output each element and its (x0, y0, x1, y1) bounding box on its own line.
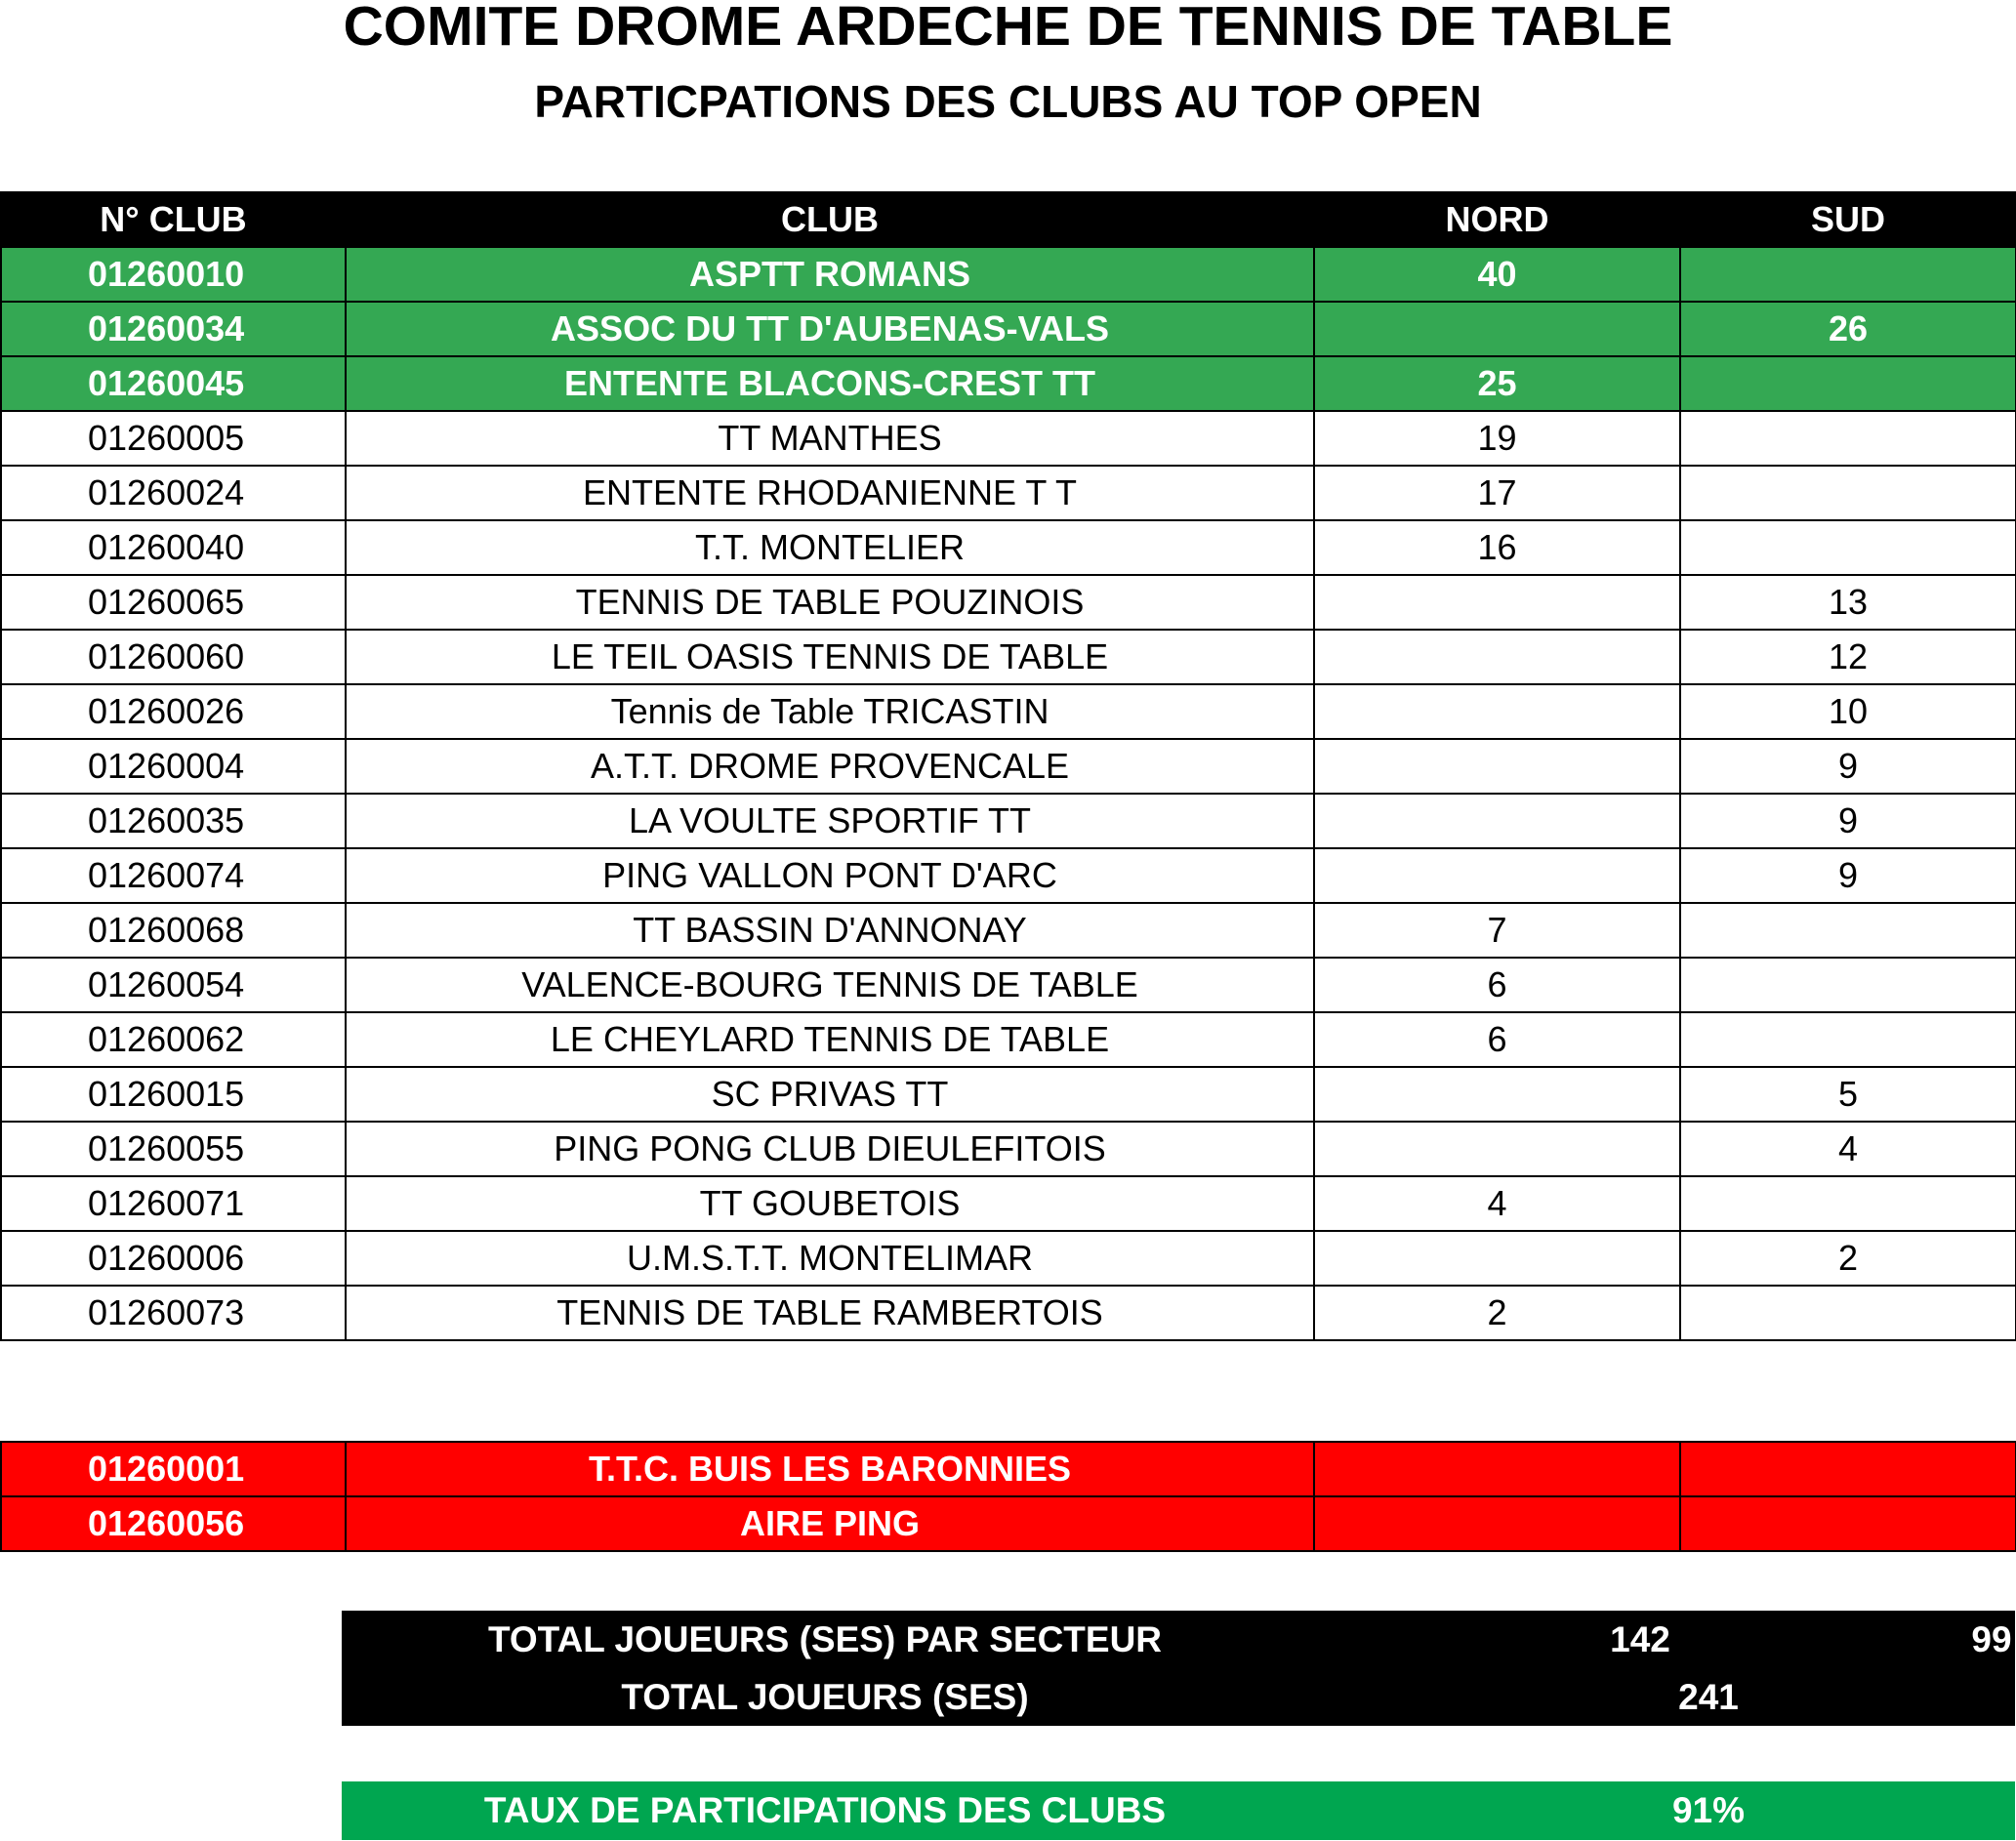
club-number-cell: 01260062 (1, 1012, 346, 1067)
nord-count-cell: 7 (1314, 903, 1680, 958)
sud-count-cell: 2 (1680, 1231, 2016, 1286)
club-number-cell: 01260015 (1, 1067, 346, 1122)
column-header-club: CLUB (346, 192, 1314, 247)
club-name-cell: ENTENTE BLACONS-CREST TT (346, 356, 1314, 411)
table-row (1, 1286, 2016, 1340)
club-number-cell: 01260026 (1, 684, 346, 739)
nord-count-cell (1314, 630, 1680, 684)
table-row (1, 1231, 2016, 1286)
sud-count-cell: 4 (1680, 1122, 2016, 1176)
nord-count-cell: 40 (1314, 247, 1680, 302)
table-row (1, 684, 2016, 739)
table-header-row (1, 192, 2016, 247)
table-row (1, 466, 2016, 520)
absent-row (1, 1442, 2016, 1496)
club-number-cell: 01260010 (1, 247, 346, 302)
sector-total-sud: 99 (1971, 1619, 2012, 1659)
participation-rate-label: TAUX DE PARTICIPATIONS DES CLUBS (483, 1790, 1167, 1830)
nord-count-cell (1314, 1122, 1680, 1176)
club-name-cell: U.M.S.T.T. MONTELIMAR (346, 1231, 1314, 1286)
club-number-cell: 01260056 (1, 1496, 346, 1551)
totals-block (342, 1611, 2015, 1726)
absent-row (1, 1496, 2016, 1551)
club-name-cell: TENNIS DE TABLE RAMBERTOIS (346, 1286, 1314, 1340)
club-number-cell: 01260071 (1, 1176, 346, 1231)
club-name-cell: PING PONG CLUB DIEULEFITOIS (346, 1122, 1314, 1176)
club-name-cell: TT MANTHES (346, 411, 1314, 466)
club-name-cell: T.T.C. BUIS LES BARONNIES (346, 1442, 1314, 1496)
nord-count-cell (1314, 739, 1680, 794)
table-row (1, 411, 2016, 466)
club-name-cell: TT BASSIN D'ANNONAY (346, 903, 1314, 958)
table-row (1, 794, 2016, 848)
table-row (1, 247, 2016, 302)
club-name-cell: ASPTT ROMANS (346, 247, 1314, 302)
nord-count-cell: 6 (1314, 1012, 1680, 1067)
table-row (1, 1176, 2016, 1231)
club-name-cell: LA VOULTE SPORTIF TT (346, 794, 1314, 848)
column-header-num: N° CLUB (1, 192, 346, 247)
table-row (1, 848, 2016, 903)
club-number-cell: 01260040 (1, 520, 346, 575)
club-name-cell: ENTENTE RHODANIENNE T T (346, 466, 1314, 520)
sud-count-cell: 26 (1680, 302, 2016, 356)
table-row (1, 302, 2016, 356)
sud-count-cell (1680, 247, 2016, 302)
participation-rate-value: 91% (1671, 1790, 1746, 1830)
sud-count-cell (1680, 903, 2016, 958)
nord-count-cell: 25 (1314, 356, 1680, 411)
column-header-sud: SUD (1680, 192, 2016, 247)
nord-count-cell: 19 (1314, 411, 1680, 466)
club-name-cell: TENNIS DE TABLE POUZINOIS (346, 575, 1314, 630)
nord-empty-cell (1314, 1442, 1680, 1496)
table-row (1, 356, 2016, 411)
nord-count-cell (1314, 848, 1680, 903)
club-number-cell: 01260065 (1, 575, 346, 630)
sud-count-cell (1680, 1286, 2016, 1340)
club-name-cell: Tennis de Table TRICASTIN (346, 684, 1314, 739)
sud-count-cell: 9 (1680, 739, 2016, 794)
grand-total-value: 241 (1678, 1677, 1739, 1717)
nord-count-cell (1314, 302, 1680, 356)
sud-count-cell (1680, 1176, 2016, 1231)
nord-count-cell (1314, 1067, 1680, 1122)
club-number-cell: 01260006 (1, 1231, 346, 1286)
table-row (1, 520, 2016, 575)
club-name-cell: ASSOC DU TT D'AUBENAS-VALS (346, 302, 1314, 356)
sud-count-cell: 12 (1680, 630, 2016, 684)
sud-count-cell: 9 (1680, 794, 2016, 848)
sud-count-cell: 13 (1680, 575, 2016, 630)
page-subtitle: PARTICPATIONS DES CLUBS AU TOP OPEN (534, 76, 1482, 127)
sud-count-cell (1680, 520, 2016, 575)
club-name-cell: T.T. MONTELIER (346, 520, 1314, 575)
nord-count-cell: 4 (1314, 1176, 1680, 1231)
absent-clubs-table (0, 1441, 2016, 1552)
sud-count-cell (1680, 411, 2016, 466)
nord-count-cell (1314, 794, 1680, 848)
nord-count-cell: 2 (1314, 1286, 1680, 1340)
page-title: COMITE DROME ARDECHE DE TENNIS DE TABLE (343, 0, 1673, 53)
nord-count-cell (1314, 575, 1680, 630)
club-name-cell: LE TEIL OASIS TENNIS DE TABLE (346, 630, 1314, 684)
participation-table (0, 191, 2016, 1341)
sud-count-cell (1680, 466, 2016, 520)
club-number-cell: 01260024 (1, 466, 346, 520)
nord-empty-cell (1314, 1496, 1680, 1551)
table-row (1, 575, 2016, 630)
participation-rate-block (342, 1781, 2015, 1840)
club-number-cell: 01260035 (1, 794, 346, 848)
nord-count-cell (1314, 1231, 1680, 1286)
sud-empty-cell (1680, 1442, 2016, 1496)
club-name-cell: PING VALLON PONT D'ARC (346, 848, 1314, 903)
club-number-cell: 01260004 (1, 739, 346, 794)
club-number-cell: 01260001 (1, 1442, 346, 1496)
club-number-cell: 01260068 (1, 903, 346, 958)
club-name-cell: SC PRIVAS TT (346, 1067, 1314, 1122)
nord-count-cell (1314, 684, 1680, 739)
club-number-cell: 01260034 (1, 302, 346, 356)
club-number-cell: 01260054 (1, 958, 346, 1012)
club-name-cell: A.T.T. DROME PROVENCALE (346, 739, 1314, 794)
sector-total-label: TOTAL JOUEURS (SES) PAR SECTEUR (487, 1619, 1163, 1659)
sud-count-cell: 10 (1680, 684, 2016, 739)
sud-count-cell (1680, 958, 2016, 1012)
club-number-cell: 01260073 (1, 1286, 346, 1340)
club-name-cell: VALENCE-BOURG TENNIS DE TABLE (346, 958, 1314, 1012)
table-row (1, 739, 2016, 794)
table-row (1, 958, 2016, 1012)
club-name-cell: TT GOUBETOIS (346, 1176, 1314, 1231)
sud-count-cell (1680, 1012, 2016, 1067)
sector-total-nord: 142 (1610, 1619, 1670, 1659)
sud-count-cell: 5 (1680, 1067, 2016, 1122)
club-number-cell: 01260060 (1, 630, 346, 684)
club-number-cell: 01260055 (1, 1122, 346, 1176)
nord-count-cell: 6 (1314, 958, 1680, 1012)
table-row (1, 903, 2016, 958)
club-number-cell: 01260005 (1, 411, 346, 466)
nord-count-cell: 17 (1314, 466, 1680, 520)
grand-total-label: TOTAL JOUEURS (SES) (621, 1677, 1029, 1717)
sud-count-cell: 9 (1680, 848, 2016, 903)
table-row (1, 630, 2016, 684)
sud-count-cell (1680, 356, 2016, 411)
table-row (1, 1122, 2016, 1176)
table-row (1, 1067, 2016, 1122)
club-name-cell: LE CHEYLARD TENNIS DE TABLE (346, 1012, 1314, 1067)
club-number-cell: 01260045 (1, 356, 346, 411)
club-name-cell: AIRE PING (346, 1496, 1314, 1551)
sud-empty-cell (1680, 1496, 2016, 1551)
table-row (1, 1012, 2016, 1067)
column-header-nord: NORD (1314, 192, 1680, 247)
club-number-cell: 01260074 (1, 848, 346, 903)
nord-count-cell: 16 (1314, 520, 1680, 575)
